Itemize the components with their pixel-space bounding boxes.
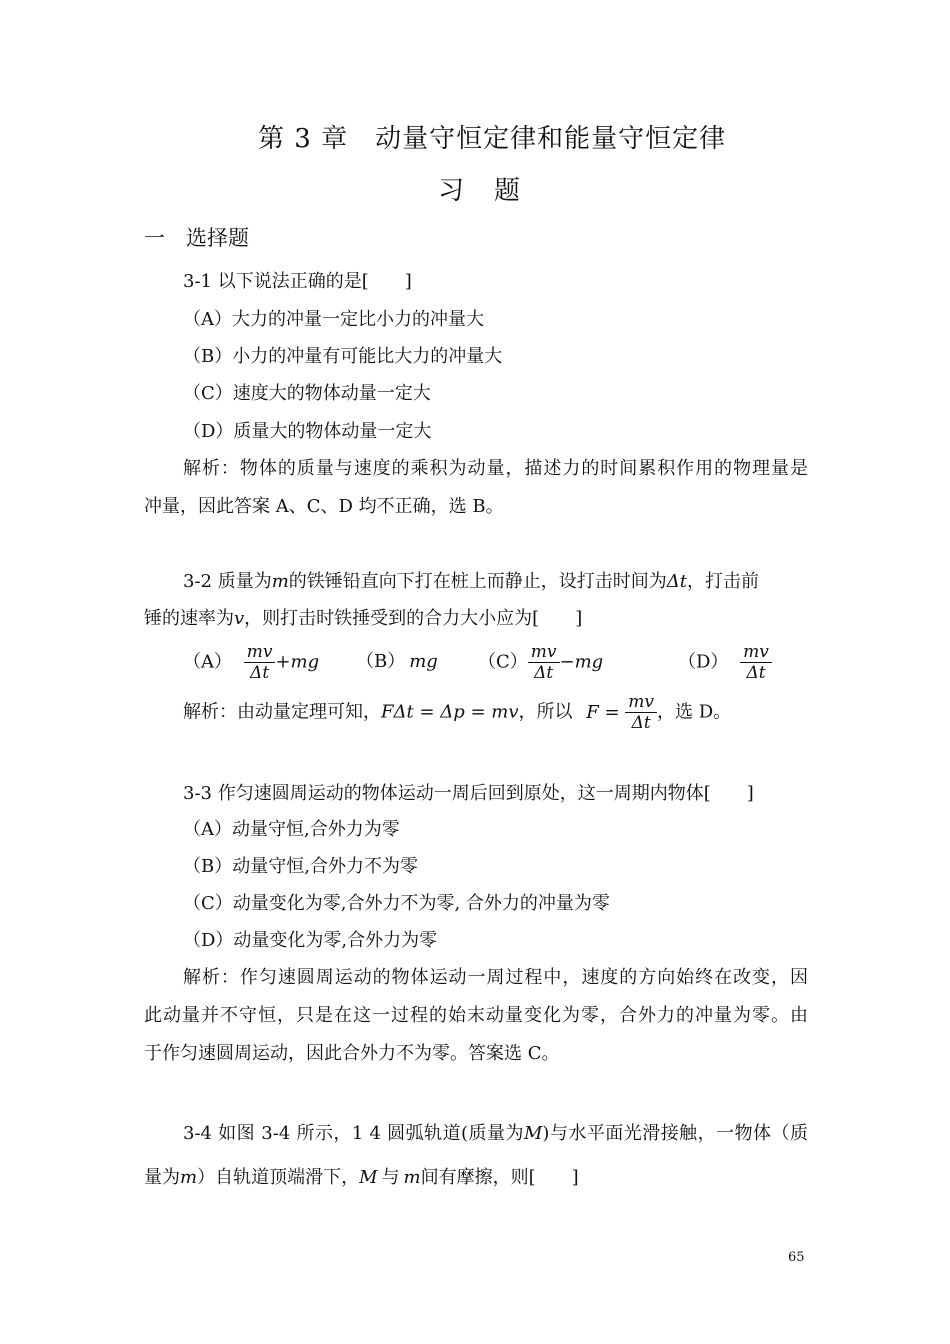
q3-option-a: （A）动量守恒,合外力为零	[183, 819, 400, 840]
exercises-title: 习 题	[438, 176, 523, 206]
q1-analysis-line1: 解析：物体的质量与速度的乘积为动量，描述力的时间累积作用的物理量是	[183, 458, 808, 479]
q2-option-c: （C） $\frac{mv}{\Delta t}$ −mg	[478, 642, 604, 683]
q1-option-a: （A）大力的冲量一定比小力的冲量大	[183, 309, 484, 330]
q1-option-b: （B）小力的冲量有可能比大力的冲量大	[183, 346, 503, 367]
q3-option-b: （B）动量守恒,合外力不为零	[183, 856, 418, 877]
q3-analysis-line3: 于作匀速圆周运动，因此合外力不为零。答案选 C。	[144, 1043, 560, 1064]
q4-stem-line2: 量为m）自轨道顶端滑下，M 与 m间有摩擦，则[ ]	[144, 1167, 579, 1188]
section-title: 一 选择题	[144, 226, 249, 250]
q4-stem-line1: 3-4 如图 3-4 所示，1 4 圆弧轨道(质量为M)与水平面光滑接触，一物体（质	[183, 1123, 808, 1144]
q3-analysis-line2: 此动量并不守恒，只是在这一过程的始末动量变化为零，合外力的冲量为零。由	[144, 1005, 808, 1026]
q2-option-d: （D） $\frac{mv}{\Delta t}$	[678, 642, 772, 683]
q1-option-c: （C）速度大的物体动量一定大	[183, 383, 431, 404]
q1-stem: 3-1 以下说法正确的是[ ]	[183, 271, 412, 292]
q2-analysis: 解析：由动量定理可知，FΔt = Δp = mv，所以 F = $\frac{mv}{\Delta t}$ ，选 D。	[183, 692, 732, 733]
page-number: 65	[788, 1250, 805, 1265]
q2-stem-line1: 3-2 质量为m的铁锤铅直向下打在桩上而静止，设打击时间为Δt，打击前	[183, 571, 760, 592]
q3-option-c: （C）动量变化为零,合外力不为零, 合外力的冲量为零	[183, 893, 610, 914]
q1-analysis-line2: 冲量，因此答案 A、C、D 均不正确，选 B。	[144, 496, 504, 517]
q2-stem-line2: 锤的速率为v，则打击时铁捶受到的合力大小应为[ ]	[144, 608, 583, 629]
q2-option-b: （B） mg	[356, 651, 438, 672]
q2-option-a: （A） $\frac{mv}{\Delta t}$ +mg	[183, 642, 320, 683]
chapter-title: 第 3 章 动量守恒定律和能量守恒定律	[258, 124, 727, 154]
q3-option-d: （D）动量变化为零,合外力为零	[183, 930, 438, 951]
q1-option-d: （D）质量大的物体动量一定大	[183, 421, 432, 442]
q3-stem: 3-3 作匀速圆周运动的物体运动一周后回到原处，这一周期内物体[ ]	[183, 783, 754, 804]
q3-analysis-line1: 解析：作匀速圆周运动的物体运动一周过程中，速度的方向始终在改变，因	[183, 967, 808, 988]
